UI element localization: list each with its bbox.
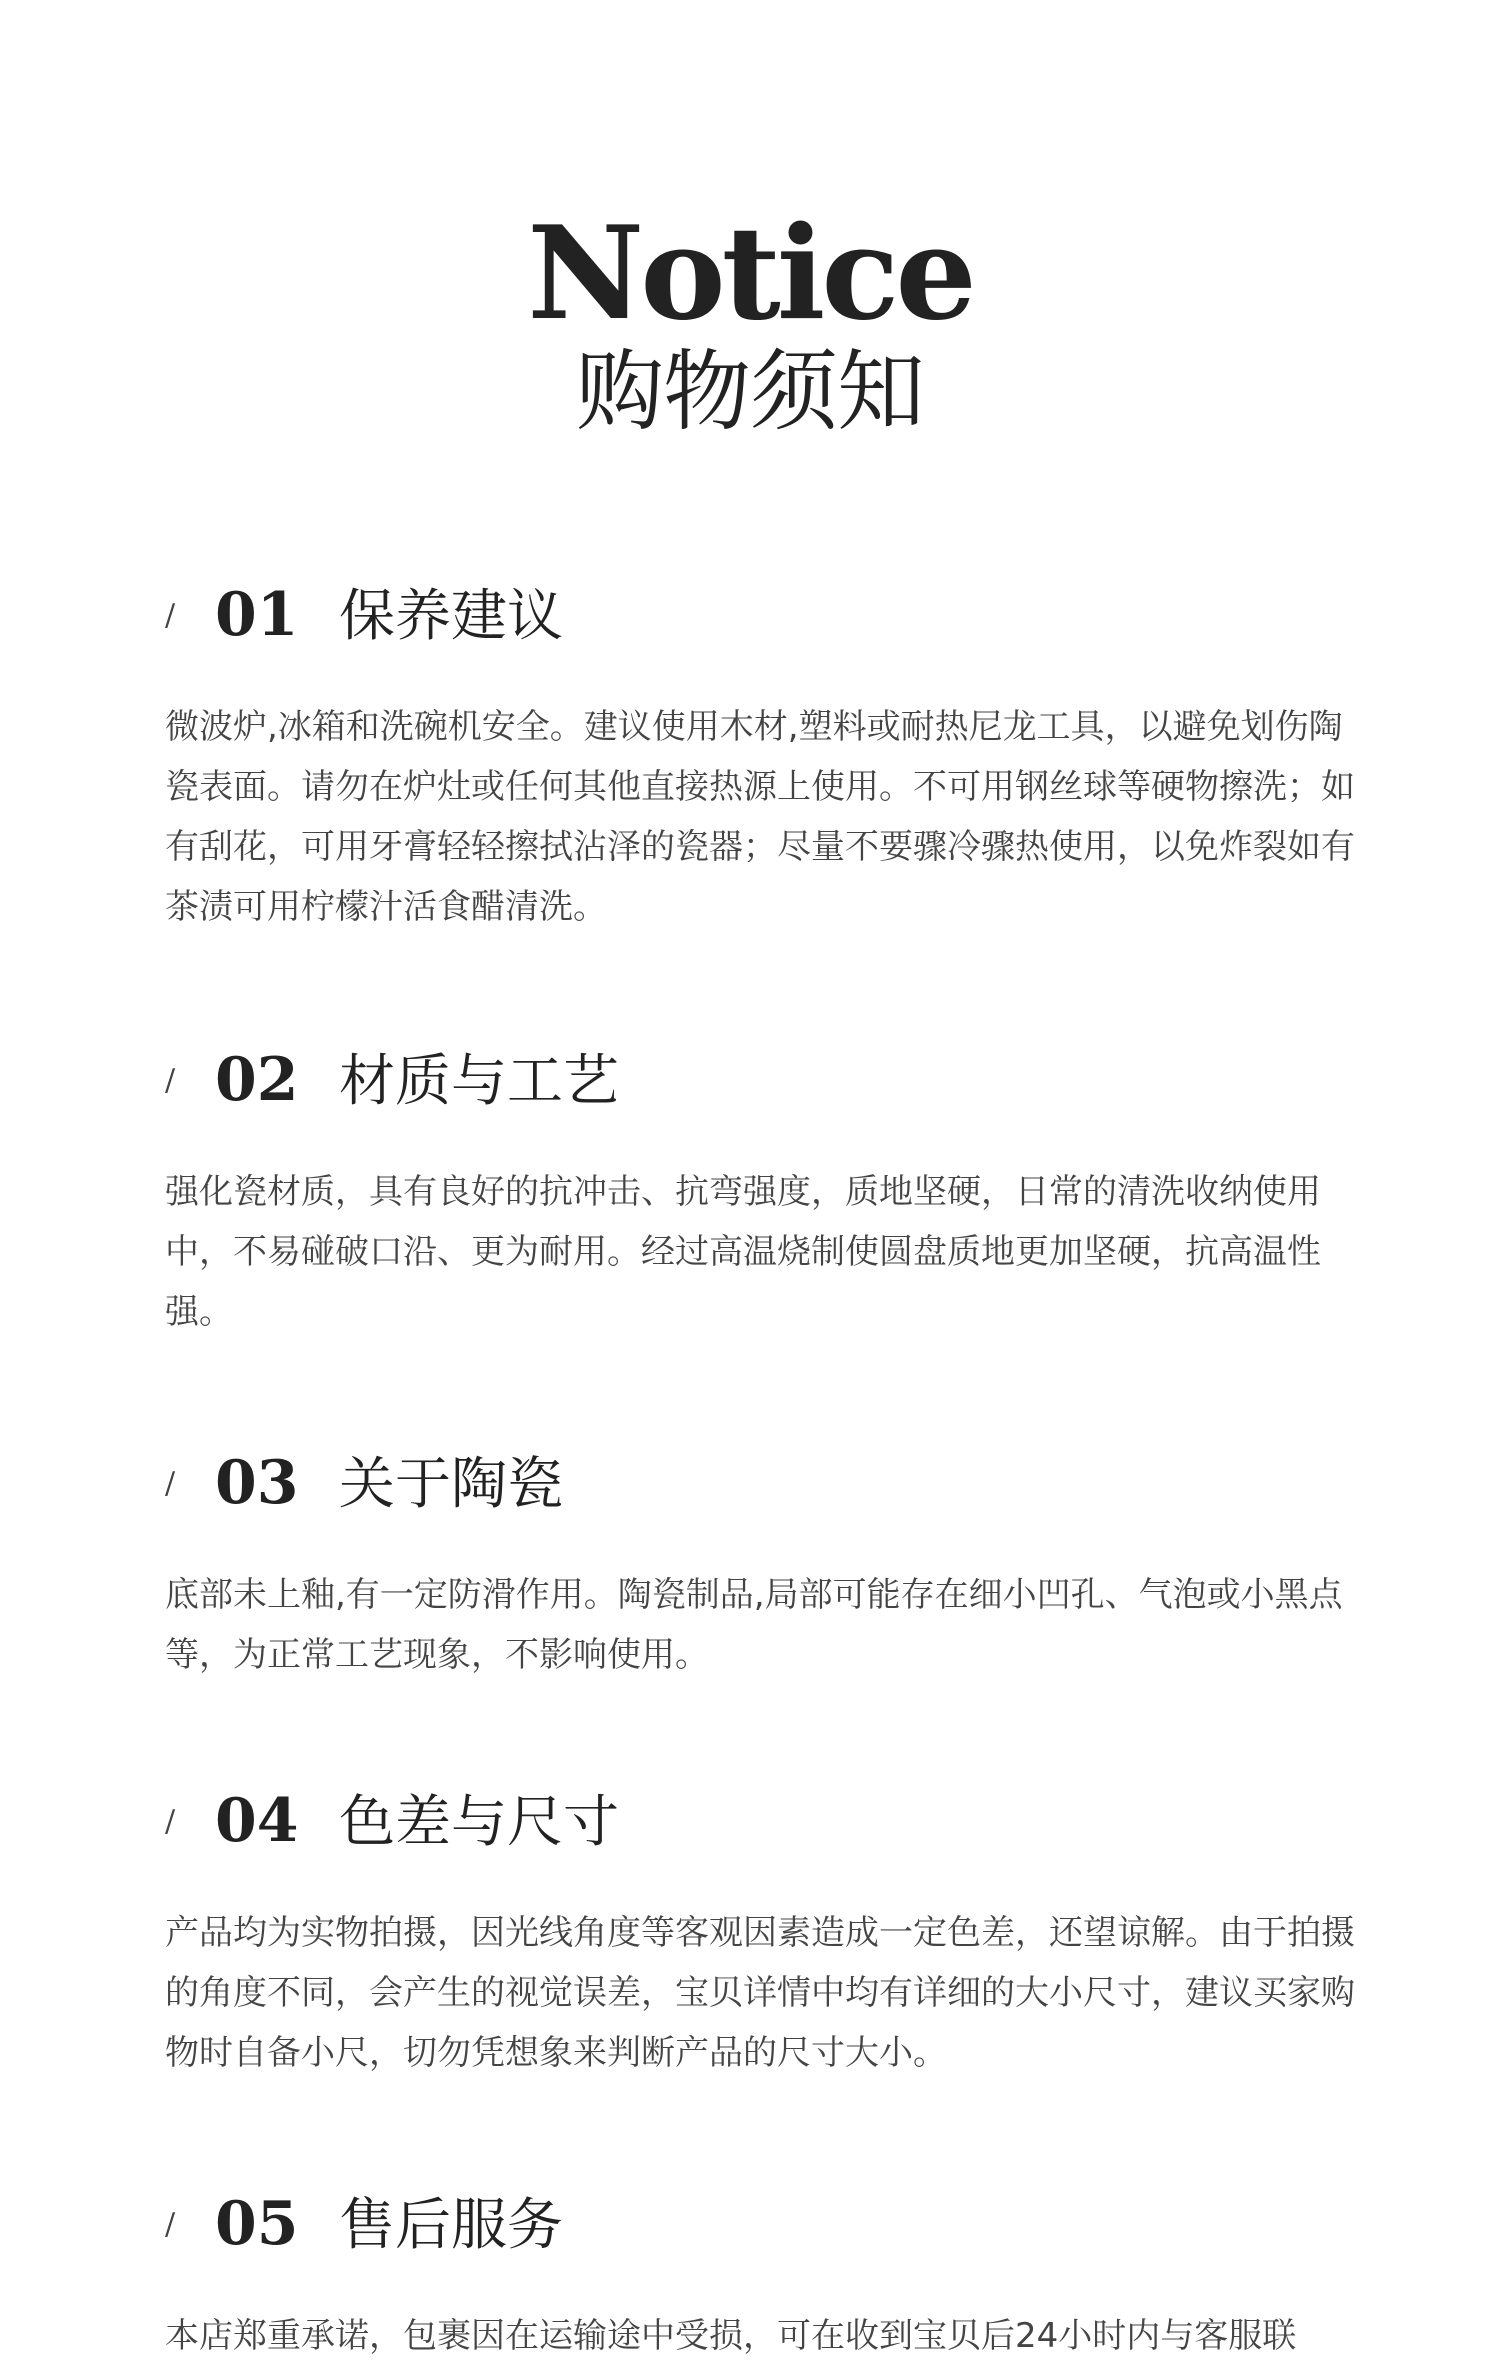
section-number: 01 [215,580,299,650]
page-title-english: Notice [527,199,973,349]
section-number: 02 [215,1045,299,1115]
slash-mark: / [165,598,176,633]
section-body: 底部未上釉,有一定防滑作用。陶瓷制品,局部可能存在细小凹孔、气泡或小黑点等，为正常工艺现象，不影响使用。 [165,1575,1343,1675]
section-body: 强化瓷材质，具有良好的抗冲击、抗弯强度，质地坚硬，日常的清洗收纳使用中，不易碰破口沿、更为耐用。经过高温烧制使圆盘质地更加坚硬，抗高温性强。 [165,1172,1321,1332]
slash-mark: / [165,1466,176,1501]
page-header [0,199,1500,443]
section-heading [165,1448,1370,1543]
section-heading [165,1786,1370,1881]
section-number: 03 [215,1448,299,1518]
page-title-chinese: 购物须知 [575,340,924,443]
section-care-advice [165,580,1370,937]
slash-mark: / [165,2207,176,2242]
section-material-craft [165,1045,1370,1342]
section-title: 色差与尺寸 [339,1790,619,1855]
section-heading [165,2189,1370,2284]
section-body: 产品均为实物拍摄，因光线角度等客观因素造成一定色差，还望谅解。由于拍摄的角度不同，会产生的视觉误差，宝贝详情中均有详细的大小尺寸，建议买家购物时自备小尺，切勿凭想象来判断产品的尺寸大小。 [165,1913,1355,2073]
section-title: 保养建议 [339,584,563,649]
section-title: 材质与工艺 [339,1049,619,1114]
section-title: 关于陶瓷 [339,1452,563,1517]
section-body: 本店郑重承诺，包裹因在运输途中受损，可在收到宝贝后24小时内与客服联 [165,2316,1297,2356]
section-title: 售后服务 [339,2193,563,2258]
section-after-sales [165,2189,1370,2366]
section-color-size [165,1786,1370,2083]
section-heading [165,1045,1370,1140]
slash-mark: / [165,1063,176,1098]
slash-mark: / [165,1804,176,1839]
section-heading [165,580,1370,675]
section-number: 05 [215,2189,299,2259]
section-about-ceramics [165,1448,1370,1685]
section-body: 微波炉,冰箱和洗碗机安全。建议使用木材,塑料或耐热尼龙工具，以避免划伤陶瓷表面。请勿在炉灶或任何其他直接热源上使用。不可用钢丝球等硬物擦洗；如有刮花，可用牙膏轻轻擦拭沾泽的瓷器；尽量不要骤冷骤热使用，以免炸裂如有茶渍可用柠檬汁活食醋清洗。 [165,707,1355,927]
section-number: 04 [215,1786,299,1856]
